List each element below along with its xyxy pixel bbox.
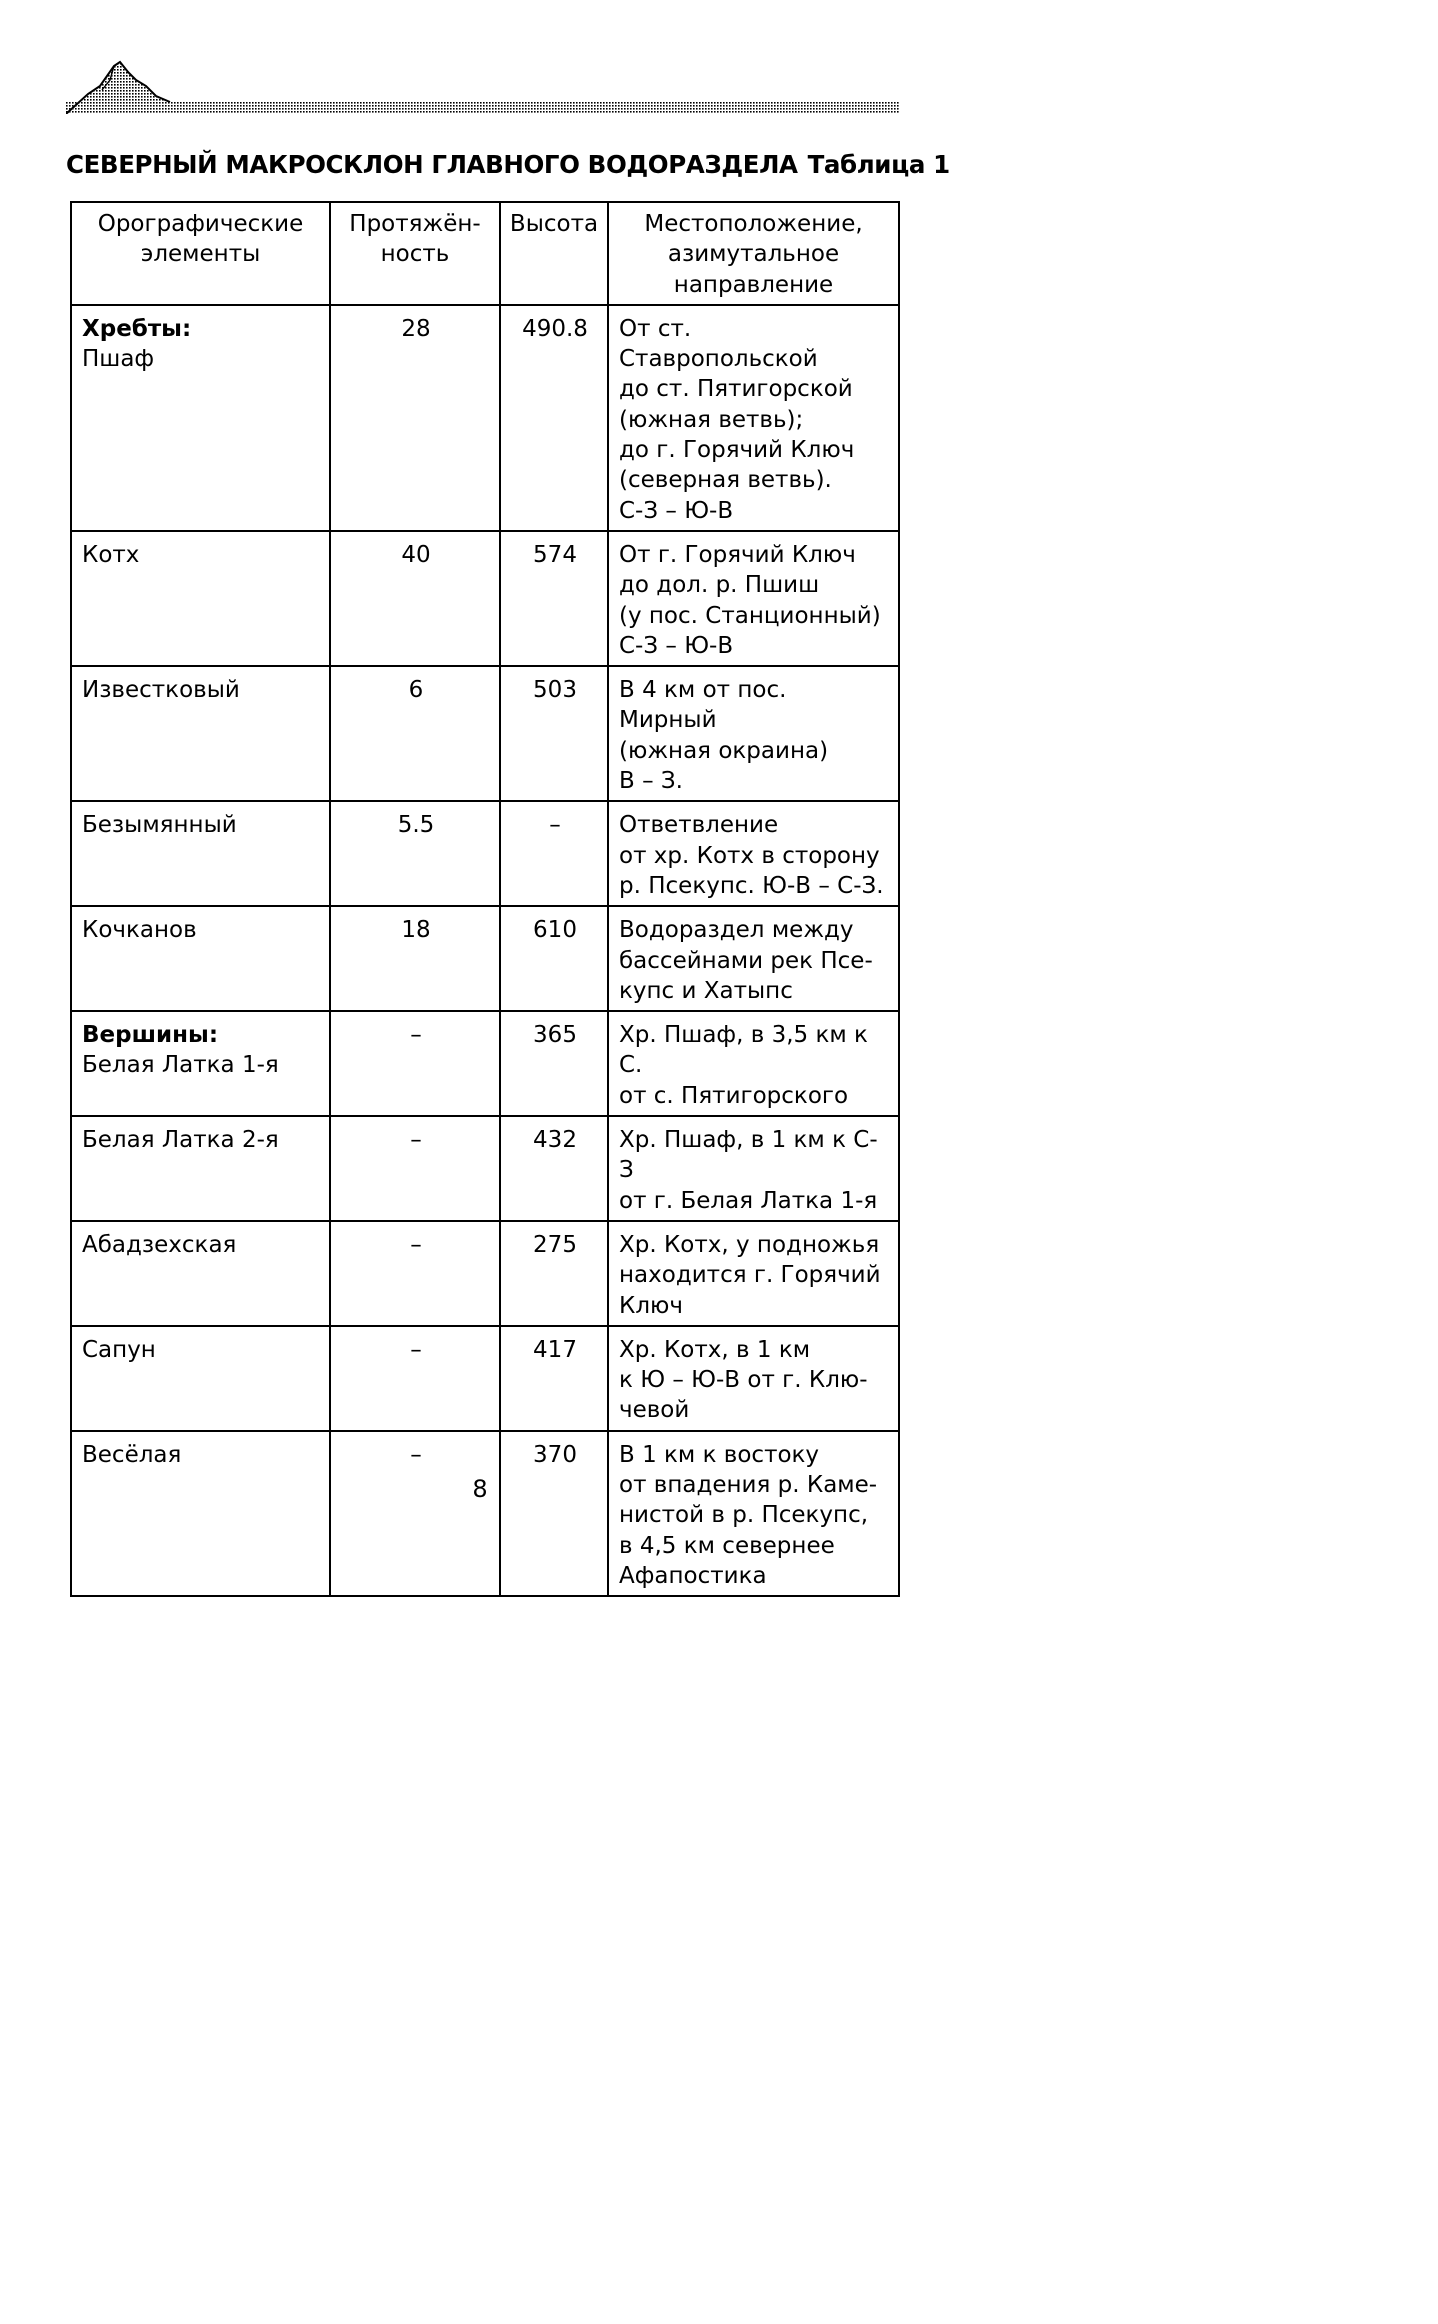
header-line: направление: [673, 271, 834, 298]
cell-length: 40: [330, 531, 500, 666]
header-elements: [71, 202, 330, 305]
location-line: Афапостика: [619, 1562, 767, 1589]
cell-height: 370: [500, 1431, 608, 1596]
table-row: [71, 666, 899, 801]
location-line: В 1 км к востоку: [619, 1441, 820, 1468]
cell-length: –: [330, 1221, 500, 1326]
cell-height: 432: [500, 1116, 608, 1221]
cell-length: 28: [330, 305, 500, 531]
location-line: от впадения р. Каме-: [619, 1471, 878, 1498]
location-line: Хр. Котх, у подножья: [619, 1231, 880, 1258]
table-row: [71, 1011, 899, 1116]
mountain-icon: [66, 60, 900, 114]
cell-location: [608, 531, 899, 666]
location-line: в 4,5 км севернее: [619, 1532, 835, 1559]
location-line: Хр. Пшаф, в 3,5 км к С.: [619, 1022, 868, 1079]
header-line: элементы: [140, 241, 261, 268]
location-line: С-З – Ю-В: [619, 632, 734, 659]
cell-height: 365: [500, 1011, 608, 1116]
cell-length: –: [330, 1011, 500, 1116]
table-row: [71, 305, 899, 531]
location-line: Хр. Пшаф, в 1 км к С-З: [619, 1127, 878, 1184]
location-line: (южная ветвь);: [619, 406, 804, 433]
cell-element: [71, 1011, 330, 1116]
cell-location: [608, 1116, 899, 1221]
element-name: Кочканов: [82, 917, 197, 944]
element-name: Белая Латка 2-я: [82, 1127, 279, 1154]
header-line: ность: [380, 241, 450, 268]
element-group-label: Хребты:: [82, 315, 192, 342]
location-line: От г. Горячий Ключ: [619, 541, 856, 568]
cell-location: [608, 1431, 899, 1596]
cell-height: 574: [500, 531, 608, 666]
table-body: [71, 305, 899, 1596]
table-label: Таблица 1: [807, 150, 950, 179]
header-height: [500, 202, 608, 305]
cell-height: 417: [500, 1326, 608, 1431]
location-line: (южная окраина): [619, 737, 829, 764]
cell-location: [608, 906, 899, 1011]
cell-element: [71, 666, 330, 801]
page-number: 8: [472, 1475, 488, 1503]
title-main: СЕВЕРНЫЙ МАКРОСКЛОН ГЛАВНОГО ВОДОРАЗДЕЛА: [66, 150, 798, 179]
cell-length: –: [330, 1326, 500, 1431]
table-row: [71, 531, 899, 666]
cell-height: 490.8: [500, 305, 608, 531]
cell-location: [608, 305, 899, 531]
element-name: Сапун: [82, 1336, 156, 1363]
location-line: до г. Горячий Ключ: [619, 437, 855, 464]
location-line: Ответвление: [619, 812, 779, 839]
header-line: Местоположение,: [644, 211, 863, 237]
cell-element: [71, 1221, 330, 1326]
table-header-row: [71, 202, 899, 305]
table-row: [71, 801, 899, 906]
cell-height: 610: [500, 906, 608, 1011]
mountain-header-ornament: [66, 60, 900, 114]
location-line: купс и Хатыпс: [619, 977, 793, 1004]
location-line: р. Псекупс. Ю-В – С-З.: [619, 872, 884, 899]
location-line: От ст. Ставропольской: [619, 315, 818, 373]
cell-length: 6: [330, 666, 500, 801]
header-line: Протяжён-: [349, 211, 481, 237]
element-name: Абадзехская: [82, 1231, 237, 1258]
table-row: [71, 1326, 899, 1431]
table-row: [71, 1431, 899, 1596]
cell-location: [608, 666, 899, 801]
element-name: Известковый: [82, 677, 240, 704]
cell-location: [608, 1011, 899, 1116]
cell-element: [71, 305, 330, 531]
cell-height: 503: [500, 666, 608, 801]
location-line: Ключ: [619, 1292, 683, 1319]
orography-table: [70, 201, 900, 1597]
page-title: [66, 150, 950, 179]
location-line: С-З – Ю-В: [619, 497, 734, 524]
element-name: Безымянный: [82, 812, 237, 839]
location-line: (у пос. Станционный): [619, 602, 881, 629]
cell-element: [71, 906, 330, 1011]
cell-location: [608, 801, 899, 906]
header-line: азимутальное: [667, 241, 840, 268]
cell-element: [71, 1116, 330, 1221]
cell-element: [71, 1326, 330, 1431]
element-name: Весёлая: [82, 1441, 182, 1468]
location-line: от хр. Котх в сторону: [619, 842, 880, 869]
cell-location: [608, 1326, 899, 1431]
location-line: Хр. Котх, в 1 км: [619, 1336, 811, 1363]
cell-length: –: [330, 1116, 500, 1221]
table-row: [71, 1116, 899, 1221]
cell-length: 5.5: [330, 801, 500, 906]
location-line: до дол. р. Пшиш: [619, 572, 820, 599]
location-line: нистой в р. Псекупс,: [619, 1502, 869, 1529]
cell-length: 18: [330, 906, 500, 1011]
location-line: от г. Белая Латка 1-я: [619, 1187, 878, 1214]
cell-location: [608, 1221, 899, 1326]
header-line: Орографические: [97, 211, 304, 237]
location-line: от с. Пятигорского: [619, 1082, 849, 1109]
cell-element: [71, 531, 330, 666]
cell-height: 275: [500, 1221, 608, 1326]
header-length: [330, 202, 500, 305]
table-row: [71, 906, 899, 1011]
location-line: Водораздел между: [619, 917, 854, 944]
cell-element: [71, 801, 330, 906]
element-name: Котх: [82, 541, 140, 568]
location-line: к Ю – Ю-В от г. Клю-: [619, 1367, 868, 1394]
location-line: до ст. Пятигорской: [619, 376, 853, 403]
location-line: находится г. Горячий: [619, 1262, 881, 1289]
location-line: (северная ветвь).: [619, 467, 832, 494]
location-line: бассейнами рек Псе-: [619, 947, 873, 974]
location-line: В 4 км от пос. Мирный: [619, 677, 787, 734]
cell-height: –: [500, 801, 608, 906]
table-row: [71, 1221, 899, 1326]
element-group-label: Вершины:: [82, 1022, 219, 1049]
location-line: В – З.: [619, 768, 683, 795]
element-name: Белая Латка 1-я: [82, 1052, 279, 1079]
cell-length: –: [330, 1431, 500, 1596]
cell-element: [71, 1431, 330, 1596]
element-name: Пшаф: [82, 346, 155, 373]
header-line: Высота: [509, 211, 599, 237]
location-line: чевой: [619, 1397, 690, 1424]
header-location: [608, 202, 899, 305]
